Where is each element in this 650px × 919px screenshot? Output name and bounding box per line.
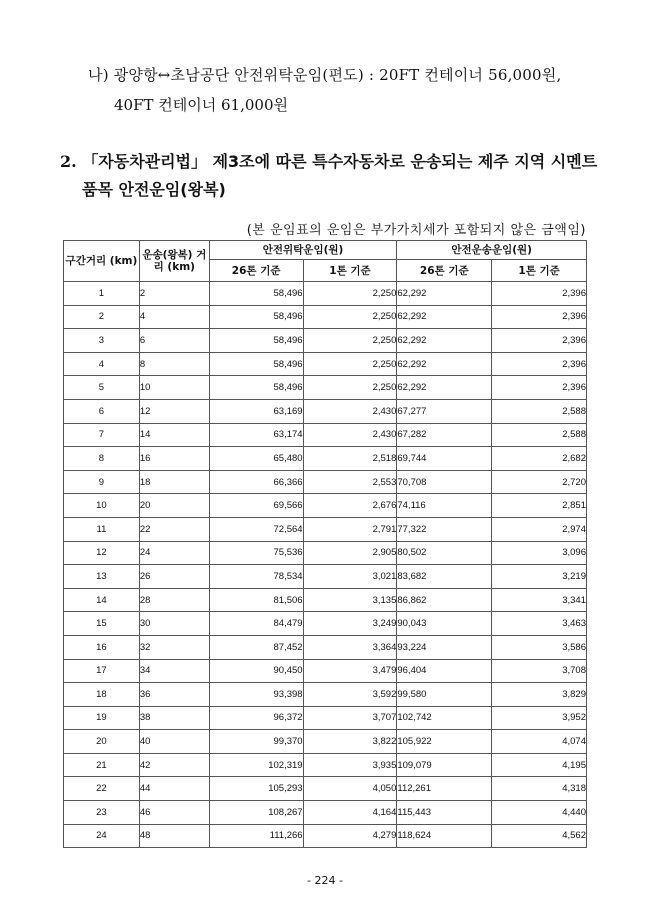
cell-transport-1t: 2,396: [492, 282, 587, 306]
cell-consignment-26t: 58,496: [209, 352, 303, 376]
cell-transport-1t: 2,851: [492, 494, 587, 518]
cell-roundtrip-distance: 40: [139, 730, 209, 754]
section-heading: [60, 148, 600, 204]
cell-roundtrip-distance: 22: [139, 517, 209, 541]
cell-section-distance: 13: [64, 565, 140, 589]
cell-section-distance: 10: [64, 494, 140, 518]
header-consignment-1t: 1톤 기준: [303, 260, 397, 282]
table-row: [64, 470, 587, 494]
cell-section-distance: 21: [64, 753, 140, 777]
cell-roundtrip-distance: 14: [139, 423, 209, 447]
cell-consignment-1t: 3,249: [303, 612, 397, 636]
cell-consignment-1t: 4,050: [303, 777, 397, 801]
cell-consignment-26t: 108,267: [209, 801, 303, 825]
cell-transport-1t: 3,219: [492, 565, 587, 589]
cell-transport-1t: 4,318: [492, 777, 587, 801]
header-consignment-rate: 안전위탁운임(원): [209, 241, 397, 260]
cell-roundtrip-distance: 48: [139, 824, 209, 848]
table-row: [64, 329, 587, 353]
cell-section-distance: 22: [64, 777, 140, 801]
cell-roundtrip-distance: 26: [139, 565, 209, 589]
cell-consignment-26t: 65,480: [209, 447, 303, 471]
page-number: - 224 -: [307, 874, 343, 887]
cell-roundtrip-distance: 2: [139, 282, 209, 306]
cell-transport-1t: 2,588: [492, 399, 587, 423]
cell-transport-26t: 69,744: [397, 447, 492, 471]
cell-section-distance: 15: [64, 612, 140, 636]
cell-consignment-26t: 78,534: [209, 565, 303, 589]
intro-line-1: 나) 광양항↔초남공단 안전위탁운임(편도) : 20FT 컨테이너 56,000원,: [88, 66, 562, 84]
cell-transport-1t: 3,952: [492, 706, 587, 730]
cell-transport-1t: 2,682: [492, 447, 587, 471]
table-row: [64, 494, 587, 518]
cell-consignment-1t: 4,279: [303, 824, 397, 848]
table-row: [64, 730, 587, 754]
cell-consignment-1t: 3,822: [303, 730, 397, 754]
cell-consignment-26t: 63,169: [209, 399, 303, 423]
rate-table: [63, 240, 587, 848]
cell-transport-26t: 86,862: [397, 588, 492, 612]
cell-roundtrip-distance: 32: [139, 635, 209, 659]
cell-roundtrip-distance: 12: [139, 399, 209, 423]
cell-roundtrip-distance: 30: [139, 612, 209, 636]
cell-roundtrip-distance: 8: [139, 352, 209, 376]
table-row: [64, 541, 587, 565]
cell-consignment-1t: 2,250: [303, 352, 397, 376]
cell-section-distance: 3: [64, 329, 140, 353]
cell-consignment-26t: 90,450: [209, 659, 303, 683]
cell-consignment-26t: 102,319: [209, 753, 303, 777]
cell-transport-26t: 93,224: [397, 635, 492, 659]
cell-consignment-26t: 58,496: [209, 282, 303, 306]
cell-transport-1t: 2,974: [492, 517, 587, 541]
cell-transport-26t: 62,292: [397, 305, 492, 329]
cell-roundtrip-distance: 28: [139, 588, 209, 612]
cell-transport-1t: 2,720: [492, 470, 587, 494]
cell-consignment-26t: 93,398: [209, 683, 303, 707]
cell-consignment-1t: 2,430: [303, 399, 397, 423]
table-row: [64, 683, 587, 707]
cell-roundtrip-distance: 34: [139, 659, 209, 683]
cell-section-distance: 12: [64, 541, 140, 565]
cell-transport-1t: 3,708: [492, 659, 587, 683]
cell-consignment-26t: 66,366: [209, 470, 303, 494]
cell-section-distance: 4: [64, 352, 140, 376]
cell-section-distance: 17: [64, 659, 140, 683]
table-row: [64, 423, 587, 447]
cell-transport-1t: 2,396: [492, 352, 587, 376]
header-transport-26t: 26톤 기준: [397, 260, 492, 282]
cell-consignment-26t: 72,564: [209, 517, 303, 541]
vat-note: (본 운임표의 운임은 부가가치세가 포함되지 않은 금액임): [246, 223, 586, 238]
cell-transport-1t: 2,396: [492, 329, 587, 353]
cell-section-distance: 23: [64, 801, 140, 825]
cell-transport-1t: 4,074: [492, 730, 587, 754]
cell-section-distance: 7: [64, 423, 140, 447]
cell-roundtrip-distance: 24: [139, 541, 209, 565]
cell-transport-1t: 3,463: [492, 612, 587, 636]
cell-transport-26t: 62,292: [397, 352, 492, 376]
cell-consignment-26t: 58,496: [209, 376, 303, 400]
table-row: [64, 777, 587, 801]
cell-section-distance: 18: [64, 683, 140, 707]
cell-consignment-1t: 2,250: [303, 376, 397, 400]
cell-transport-26t: 109,079: [397, 753, 492, 777]
cell-consignment-1t: 3,592: [303, 683, 397, 707]
table-row: [64, 305, 587, 329]
cell-transport-1t: 3,586: [492, 635, 587, 659]
cell-transport-26t: 70,708: [397, 470, 492, 494]
cell-section-distance: 8: [64, 447, 140, 471]
cell-section-distance: 24: [64, 824, 140, 848]
cell-roundtrip-distance: 10: [139, 376, 209, 400]
cell-section-distance: 6: [64, 399, 140, 423]
cell-transport-26t: 67,277: [397, 399, 492, 423]
section-title-line-2: 품목 안전운임(왕복): [82, 180, 226, 199]
cell-transport-1t: 3,829: [492, 683, 587, 707]
table-row: [64, 376, 587, 400]
cell-roundtrip-distance: 6: [139, 329, 209, 353]
cell-section-distance: 16: [64, 635, 140, 659]
cell-consignment-1t: 2,905: [303, 541, 397, 565]
cell-transport-1t: 2,588: [492, 423, 587, 447]
table-row: [64, 517, 587, 541]
header-roundtrip-distance: 운송(왕복) 거리 (km): [139, 241, 209, 282]
table-row: [64, 753, 587, 777]
cell-transport-26t: 62,292: [397, 282, 492, 306]
cell-consignment-1t: 2,430: [303, 423, 397, 447]
table-row: [64, 801, 587, 825]
cell-consignment-1t: 2,518: [303, 447, 397, 471]
cell-transport-1t: 3,096: [492, 541, 587, 565]
cell-section-distance: 9: [64, 470, 140, 494]
cell-consignment-1t: 3,364: [303, 635, 397, 659]
cell-consignment-26t: 84,479: [209, 612, 303, 636]
cell-transport-1t: 2,396: [492, 376, 587, 400]
cell-roundtrip-distance: 36: [139, 683, 209, 707]
header-consignment-26t: 26톤 기준: [209, 260, 303, 282]
table-row: [64, 447, 587, 471]
section-number: 2.: [60, 152, 77, 171]
cell-transport-26t: 105,922: [397, 730, 492, 754]
cell-transport-26t: 112,261: [397, 777, 492, 801]
cell-roundtrip-distance: 4: [139, 305, 209, 329]
table-row: [64, 659, 587, 683]
cell-consignment-26t: 63,174: [209, 423, 303, 447]
section-title-line-1: 「자동차관리법」 제3조에 따른 특수자동차로 운송되는 제주 지역 시멘트: [82, 152, 598, 171]
cell-consignment-26t: 105,293: [209, 777, 303, 801]
table-row: [64, 282, 587, 306]
cell-transport-26t: 83,682: [397, 565, 492, 589]
cell-consignment-1t: 2,676: [303, 494, 397, 518]
cell-transport-26t: 102,742: [397, 706, 492, 730]
cell-transport-26t: 99,580: [397, 683, 492, 707]
cell-consignment-1t: 2,250: [303, 329, 397, 353]
cell-transport-1t: 4,562: [492, 824, 587, 848]
cell-transport-26t: 118,624: [397, 824, 492, 848]
cell-section-distance: 20: [64, 730, 140, 754]
header-section-distance: 구간거리 (km): [64, 241, 140, 282]
cell-roundtrip-distance: 38: [139, 706, 209, 730]
cell-section-distance: 14: [64, 588, 140, 612]
cell-roundtrip-distance: 46: [139, 801, 209, 825]
cell-consignment-1t: 3,479: [303, 659, 397, 683]
rate-table-body: [64, 282, 587, 848]
cell-consignment-1t: 2,791: [303, 517, 397, 541]
cell-consignment-26t: 87,452: [209, 635, 303, 659]
cell-roundtrip-distance: 20: [139, 494, 209, 518]
cell-transport-1t: 4,440: [492, 801, 587, 825]
header-transport-rate: 안전운송운임(원): [397, 241, 587, 260]
cell-consignment-1t: 2,250: [303, 305, 397, 329]
table-row: [64, 352, 587, 376]
cell-consignment-1t: 3,707: [303, 706, 397, 730]
cell-consignment-26t: 58,496: [209, 329, 303, 353]
cell-consignment-26t: 96,372: [209, 706, 303, 730]
table-row: [64, 612, 587, 636]
table-row: [64, 635, 587, 659]
cell-section-distance: 2: [64, 305, 140, 329]
cell-consignment-26t: 99,370: [209, 730, 303, 754]
cell-consignment-1t: 2,250: [303, 282, 397, 306]
cell-transport-26t: 96,404: [397, 659, 492, 683]
cell-consignment-26t: 111,266: [209, 824, 303, 848]
cell-transport-1t: 2,396: [492, 305, 587, 329]
table-row: [64, 399, 587, 423]
cell-roundtrip-distance: 18: [139, 470, 209, 494]
cell-transport-1t: 3,341: [492, 588, 587, 612]
cell-transport-26t: 74,116: [397, 494, 492, 518]
cell-section-distance: 1: [64, 282, 140, 306]
cell-consignment-1t: 2,553: [303, 470, 397, 494]
cell-transport-1t: 4,195: [492, 753, 587, 777]
cell-consignment-26t: 75,536: [209, 541, 303, 565]
cell-roundtrip-distance: 42: [139, 753, 209, 777]
cell-consignment-26t: 58,496: [209, 305, 303, 329]
table-row: [64, 565, 587, 589]
cell-transport-26t: 90,043: [397, 612, 492, 636]
cell-consignment-1t: 3,021: [303, 565, 397, 589]
table-row: [64, 824, 587, 848]
cell-consignment-1t: 3,135: [303, 588, 397, 612]
cell-transport-26t: 62,292: [397, 376, 492, 400]
cell-section-distance: 5: [64, 376, 140, 400]
cell-consignment-26t: 69,566: [209, 494, 303, 518]
cell-consignment-1t: 3,935: [303, 753, 397, 777]
cell-consignment-26t: 81,506: [209, 588, 303, 612]
cell-consignment-1t: 4,164: [303, 801, 397, 825]
cell-section-distance: 19: [64, 706, 140, 730]
cell-transport-26t: 67,282: [397, 423, 492, 447]
header-transport-1t: 1톤 기준: [492, 260, 587, 282]
cell-transport-26t: 77,322: [397, 517, 492, 541]
cell-roundtrip-distance: 16: [139, 447, 209, 471]
cell-transport-26t: 115,443: [397, 801, 492, 825]
table-row: [64, 706, 587, 730]
intro-line-2: 40FT 컨테이너 61,000원: [114, 96, 288, 114]
cell-transport-26t: 80,502: [397, 541, 492, 565]
cell-transport-26t: 62,292: [397, 329, 492, 353]
cell-section-distance: 11: [64, 517, 140, 541]
cell-roundtrip-distance: 44: [139, 777, 209, 801]
table-row: [64, 588, 587, 612]
